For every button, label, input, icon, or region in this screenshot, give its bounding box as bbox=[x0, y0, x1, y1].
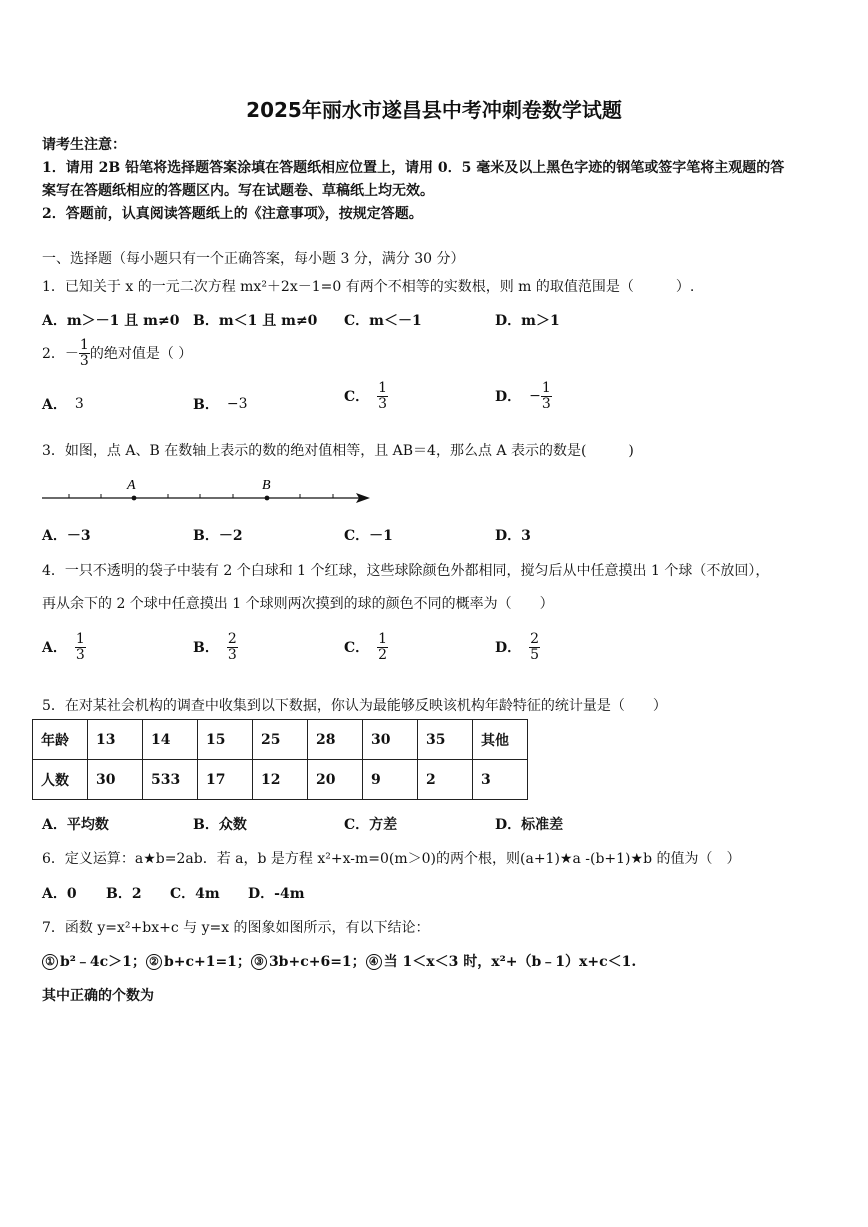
circled-number-2: ② bbox=[146, 954, 162, 970]
fraction-numerator: 1 bbox=[75, 631, 85, 647]
option-fraction bbox=[541, 381, 552, 411]
point-a-dot bbox=[132, 496, 137, 501]
page-title: 2025年丽水市遂昌县中考冲刺卷数学试题 bbox=[246, 98, 622, 122]
fraction-numerator: 1 bbox=[541, 380, 551, 396]
fraction-denominator: 5 bbox=[530, 646, 540, 663]
fraction-denominator: 3 bbox=[79, 352, 89, 369]
number-line-figure bbox=[36, 472, 376, 512]
circled-number-1: ① bbox=[42, 954, 58, 970]
table-cell: 人数 bbox=[33, 760, 88, 800]
point-a-label: A bbox=[127, 478, 136, 493]
question-1-option-d: D．m＞1 bbox=[495, 313, 560, 329]
notice-heading: 请考生注意： bbox=[42, 137, 126, 153]
question-3-option-b: B．－2 bbox=[193, 528, 243, 544]
question-4-option-c bbox=[344, 632, 388, 662]
question-6-option-a: A．0 bbox=[42, 886, 77, 902]
question-3-option-c: C．－1 bbox=[344, 528, 393, 544]
option-label: A． bbox=[42, 640, 67, 657]
option-label: B． bbox=[193, 640, 219, 657]
fraction-denominator: 3 bbox=[75, 646, 85, 663]
question-4-option-a bbox=[42, 632, 86, 662]
question-3-option-d: D．3 bbox=[495, 528, 531, 544]
section-heading: 一、选择题（每小题只有一个正确答案，每小题 3 分，满分 30 分） bbox=[42, 251, 465, 267]
table-row bbox=[33, 720, 528, 760]
question-5-option-c: C．方差 bbox=[344, 817, 398, 833]
question-2-option-b bbox=[193, 394, 247, 414]
option-label: C． bbox=[344, 389, 370, 406]
notice-line-3: 2．答题前，认真阅读答题纸上的《注意事项》，按规定答题。 bbox=[42, 206, 423, 222]
fraction-numerator: 1 bbox=[378, 380, 388, 396]
age-data-table bbox=[32, 719, 528, 800]
question-2-suffix: 的绝对值是（ ） bbox=[89, 346, 193, 363]
conclusion-1: b²﹣4c＞1； bbox=[60, 954, 146, 970]
table-cell: 3 bbox=[473, 760, 528, 800]
question-4-line-1: 4．一只不透明的袋子中装有 2 个白球和 1 个红球，这些球除颜色外都相同，搅匀后从中任意摸出 1 个球（不放回）， bbox=[42, 563, 770, 579]
question-6-option-d: D．-4m bbox=[248, 886, 305, 902]
notice-line-2: 案写在答题纸相应的答题区内。写在试题卷、草稿纸上均无效。 bbox=[42, 183, 434, 199]
question-4-option-b bbox=[193, 632, 238, 662]
question-5-stem: 5．在对某社会机构的调查中收集到以下数据，你认为最能够反映该机构年龄特征的统计量是（ ） bbox=[42, 698, 667, 714]
question-1-stem: 1．已知关于 x 的一元二次方程 mx²＋2x－1=0 有两个不相等的实数根，则 m 的取值范围是（ ）. bbox=[42, 279, 695, 295]
table-cell: 30 bbox=[363, 720, 418, 760]
table-cell: 15 bbox=[198, 720, 253, 760]
table-cell: 12 bbox=[253, 760, 308, 800]
question-6-option-b: B．2 bbox=[106, 886, 142, 902]
option-fraction bbox=[227, 632, 238, 662]
question-1-option-a: A．m＞－1 且 m≠0 bbox=[42, 313, 180, 329]
option-label: A． bbox=[42, 397, 67, 413]
question-5-option-b: B．众数 bbox=[193, 817, 247, 833]
option-value: 3 bbox=[74, 396, 84, 412]
question-3-option-a: A．－3 bbox=[42, 528, 91, 544]
point-b-dot bbox=[265, 496, 270, 501]
table-cell: 20 bbox=[308, 760, 363, 800]
option-sign: − bbox=[529, 388, 541, 405]
table-cell: 25 bbox=[253, 720, 308, 760]
question-6-option-c: C．4m bbox=[170, 886, 220, 902]
circled-number-4: ④ bbox=[366, 954, 382, 970]
point-b-label: B bbox=[262, 478, 271, 493]
table-cell: 14 bbox=[143, 720, 198, 760]
question-2-option-d bbox=[495, 381, 552, 411]
question-4-option-d bbox=[495, 632, 540, 662]
conclusion-3: 3b+c+6=1； bbox=[268, 954, 366, 970]
table-cell: 17 bbox=[198, 760, 253, 800]
question-2-stem bbox=[42, 338, 192, 368]
question-2-sign: － bbox=[64, 346, 79, 363]
question-4-line-2: 再从余下的 2 个球中任意摸出 1 个球则两次摸到的球的颜色不同的概率为（ ） bbox=[42, 596, 554, 612]
fraction-numerator: 2 bbox=[227, 631, 237, 647]
question-6-stem: 6．定义运算：a★b=2ab．若 a，b 是方程 x²+x-m=0(m＞0)的两个根，则(a+1)★a -(b+1)★b 的值为（ ） bbox=[42, 851, 741, 867]
question-5-option-a: A．平均数 bbox=[42, 817, 109, 833]
option-label: C． bbox=[344, 640, 370, 657]
notice-line-1: 1．请用 2B 铅笔将选择题答案涂填在答题纸相应位置上，请用 0．5 毫米及以上黑色字迹的钢笔或签字笔将主观题的答 bbox=[42, 160, 785, 176]
option-fraction bbox=[377, 632, 388, 662]
fraction-numerator: 1 bbox=[79, 337, 89, 353]
question-2-option-c bbox=[344, 381, 388, 411]
option-fraction bbox=[75, 632, 86, 662]
question-7-stem: 7．函数 y=x²+bx+c 与 y=x 的图象如图所示，有以下结论： bbox=[42, 920, 430, 936]
table-cell: 35 bbox=[418, 720, 473, 760]
option-label: B． bbox=[193, 397, 219, 413]
fraction-denominator: 3 bbox=[378, 395, 388, 412]
question-3-stem: 3．如图，点 A、B 在数轴上表示的数的绝对值相等，且 AB＝4，那么点 A 表示的数是( ) bbox=[42, 443, 634, 459]
table-cell: 28 bbox=[308, 720, 363, 760]
fraction-denominator: 3 bbox=[227, 646, 237, 663]
question-7-conclusions bbox=[42, 951, 636, 971]
question-2-prefix: 2． bbox=[42, 346, 65, 363]
table-row bbox=[33, 760, 528, 800]
table-cell: 30 bbox=[88, 760, 143, 800]
question-2-option-a bbox=[42, 394, 84, 414]
conclusion-2: b+c+1=1； bbox=[163, 954, 251, 970]
option-fraction bbox=[377, 381, 388, 411]
option-fraction bbox=[529, 632, 540, 662]
table-cell: 其他 bbox=[473, 720, 528, 760]
question-7-tail: 其中正确的个数为 bbox=[42, 988, 154, 1004]
fraction-numerator: 1 bbox=[378, 631, 388, 647]
table-cell: 2 bbox=[418, 760, 473, 800]
option-label: D． bbox=[495, 640, 522, 657]
table-cell: 13 bbox=[88, 720, 143, 760]
fraction-numerator: 2 bbox=[530, 631, 540, 647]
table-cell: 533 bbox=[143, 760, 198, 800]
fraction-denominator: 3 bbox=[541, 395, 551, 412]
conclusion-4: 当 1＜x＜3 时，x²+（b﹣1）x+c＜1. bbox=[383, 954, 637, 970]
question-1-option-c: C．m＜－1 bbox=[344, 313, 422, 329]
question-1-option-b: B．m＜1 且 m≠0 bbox=[193, 313, 318, 329]
option-label: D． bbox=[495, 389, 522, 406]
option-value: −3 bbox=[226, 396, 248, 412]
circled-number-3: ③ bbox=[251, 954, 267, 970]
table-cell: 年龄 bbox=[33, 720, 88, 760]
fraction-denominator: 2 bbox=[378, 646, 388, 663]
question-5-option-d: D．标准差 bbox=[495, 817, 564, 833]
table-cell: 9 bbox=[363, 760, 418, 800]
question-2-fraction bbox=[79, 338, 90, 368]
